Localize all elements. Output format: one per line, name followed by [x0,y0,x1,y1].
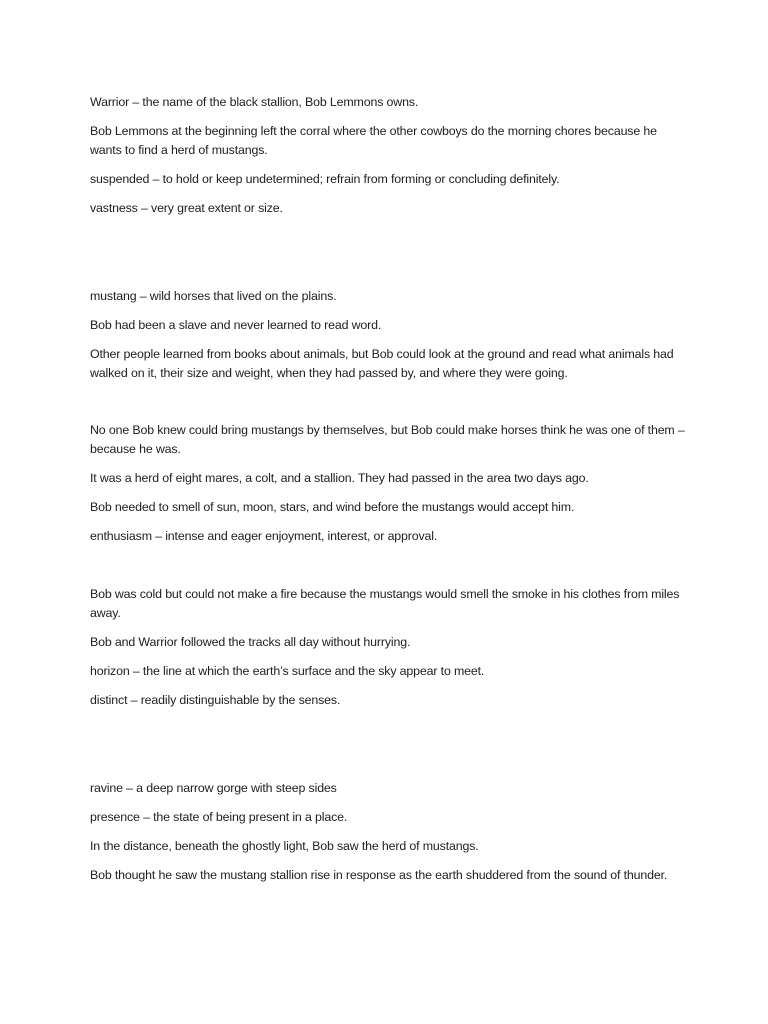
paragraph-enthusiasm-definition: enthusiasm – intense and eager enjoyment, interest, or approval. [90,529,438,543]
paragraph-ghostly-light: In the distance, beneath the ghostly light, Bob saw the herd of mustangs. [90,839,479,853]
paragraph-warrior-definition: Warrior – the name of the black stallion, Bob Lemmons owns. [90,95,419,109]
paragraph-suspended-definition: suspended – to hold or keep undetermined; refrain from forming or concluding definitely. [90,172,560,186]
paragraph-bring-mustangs: No one Bob knew could bring mustangs by themselves, but Bob could make horses think he was one of them – because he was. [90,423,685,456]
paragraph-left-corral: Bob Lemmons at the beginning left the corral where the other cowboys do the morning chores because he wants to find a herd of mustangs. [90,124,657,157]
paragraph-smell-of-sun: Bob needed to smell of sun, moon, stars, and wind before the mustangs would accept him. [90,500,575,514]
paragraph-horizon-definition: horizon – the line at which the earth’s surface and the sky appear to meet. [90,664,485,678]
paragraph-presence-definition: presence – the state of being present in a place. [90,810,348,824]
paragraph-followed-tracks: Bob and Warrior followed the tracks all day without hurrying. [90,635,411,649]
paragraph-herd-of-eight: It was a herd of eight mares, a colt, and a stallion. They had passed in the area two days ago. [90,471,589,485]
paragraph-stallion-rise: Bob thought he saw the mustang stallion rise in response as the earth shuddered from the sound of thunder. [90,868,668,882]
paragraph-distinct-definition: distinct – readily distinguishable by the senses. [90,693,341,707]
paragraph-ravine-definition: ravine – a deep narrow gorge with steep sides [90,781,337,795]
paragraph-bob-slave: Bob had been a slave and never learned to read word. [90,318,382,332]
paragraph-mustang-definition: mustang – wild horses that lived on the plains. [90,289,337,303]
paragraph-read-ground: Other people learned from books about animals, but Bob could look at the ground and read what animals had walked on it, their size and weight, when they had passed by, and where they were going. [90,347,674,380]
paragraph-no-fire: Bob was cold but could not make a fire because the mustangs would smell the smoke in his clothes from miles away. [90,587,680,620]
paragraph-vastness-definition: vastness – very great extent or size. [90,201,283,215]
